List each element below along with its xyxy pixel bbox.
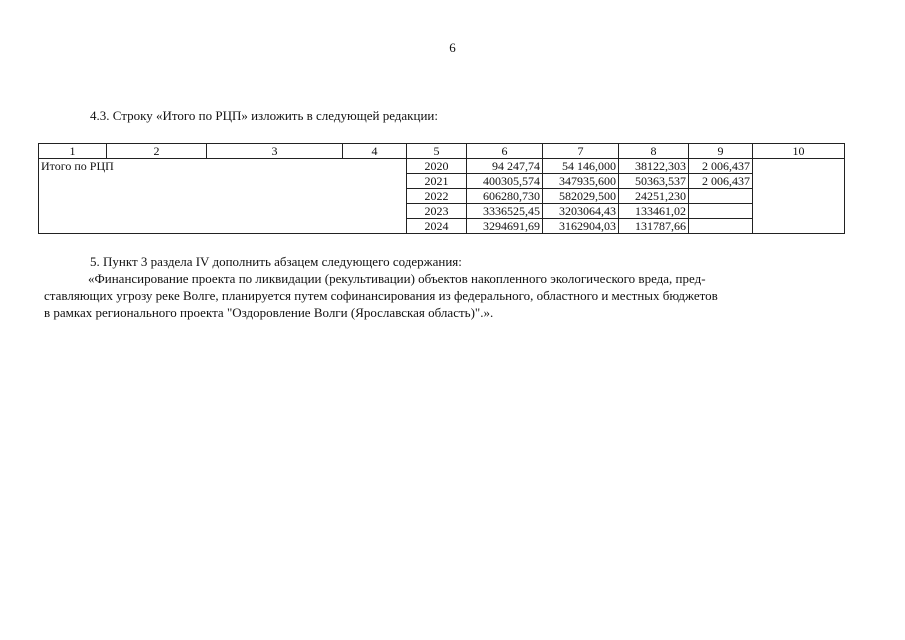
value-cell: 24251,230 [619, 189, 689, 204]
value-cell [689, 204, 753, 219]
value-cell: 94 247,74 [467, 159, 543, 174]
page-number: 6 [449, 40, 456, 55]
value-cell: 38122,303 [619, 159, 689, 174]
value-cell: 3294691,69 [467, 219, 543, 234]
header-cell: 5 [407, 144, 467, 159]
value-cell: 347935,600 [543, 174, 619, 189]
value-cell: 133461,02 [619, 204, 689, 219]
paragraph-line: в рамках регионального проекта "Оздоровление Волги (Ярославская область)".». [44, 305, 494, 320]
year-cell: 2024 [407, 219, 467, 234]
table-header-row [39, 144, 845, 159]
value-cell: 131787,66 [619, 219, 689, 234]
header-cell: 6 [467, 144, 543, 159]
value-cell: 50363,537 [619, 174, 689, 189]
header-cell: 9 [689, 144, 753, 159]
value-cell: 54 146,000 [543, 159, 619, 174]
section-heading: 4.3. Строку «Итого по РЦП» изложить в следующей редакции: [90, 108, 438, 123]
header-cell: 3 [207, 144, 343, 159]
value-cell: 2 006,437 [689, 159, 753, 174]
value-cell: 3336525,45 [467, 204, 543, 219]
value-cell: 3203064,43 [543, 204, 619, 219]
year-cell: 2023 [407, 204, 467, 219]
value-cell: 400305,574 [467, 174, 543, 189]
column-10-cell [753, 159, 845, 234]
header-cell: 8 [619, 144, 689, 159]
rcp-total-table [38, 143, 845, 234]
value-cell: 606280,730 [467, 189, 543, 204]
value-cell [689, 219, 753, 234]
paragraph-body [44, 270, 834, 321]
paragraph-line: «Финансирование проекта по ликвидации (рекультивации) объектов накопленного экологического вреда, пред- [88, 271, 706, 286]
paragraph-title: 5. Пункт 3 раздела IV дополнить абзацем следующего содержания: [90, 254, 462, 269]
header-cell: 10 [753, 144, 845, 159]
header-cell: 2 [107, 144, 207, 159]
value-cell: 2 006,437 [689, 174, 753, 189]
header-cell: 7 [543, 144, 619, 159]
row-label-cell: Итого по РЦП [39, 159, 407, 234]
value-cell: 582029,500 [543, 189, 619, 204]
year-cell: 2020 [407, 159, 467, 174]
table-row [39, 159, 845, 174]
header-cell: 1 [39, 144, 107, 159]
value-cell: 3162904,03 [543, 219, 619, 234]
year-cell: 2021 [407, 174, 467, 189]
value-cell [689, 189, 753, 204]
paragraph-line: ставляющих угрозу реке Волге, планируется путем софинансирования из федерального, областного и местных бюджетов [44, 288, 718, 303]
header-cell: 4 [343, 144, 407, 159]
year-cell: 2022 [407, 189, 467, 204]
